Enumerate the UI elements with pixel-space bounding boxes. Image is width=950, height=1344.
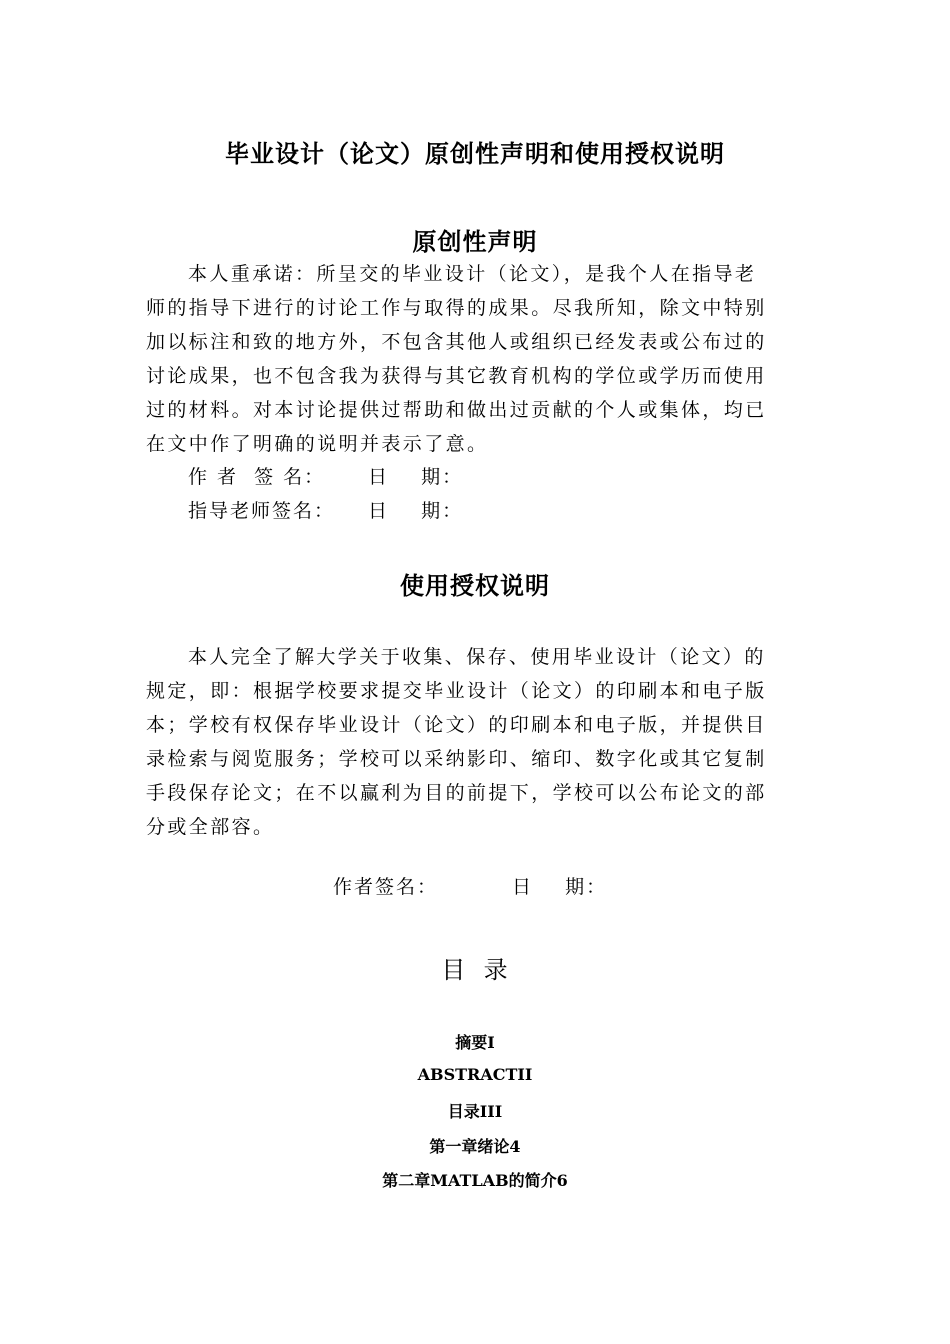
originality-paragraph — [146, 257, 806, 461]
toc-item[interactable]: 第二章MATLAB的简介6 — [382, 1171, 568, 1190]
paragraph-line: 本人重承诺：所呈交的毕业设计（论文），是我个人在指导老 — [188, 263, 757, 285]
paragraph-line: 分或全部容。 — [146, 816, 275, 838]
paragraph-line: 本；学校有权保存毕业设计（论文）的印刷本和电子版，并提供目 — [146, 714, 767, 736]
advisor-signature-label: 指导老师签名： — [188, 500, 336, 522]
paragraph-line: 规定，即：根据学校要求提交毕业设计（论文）的印刷本和电子版 — [146, 680, 767, 702]
paragraph-line: 讨论成果，也不包含我为获得与其它教育机构的学位或学历而使用 — [146, 365, 767, 387]
authorization-paragraph — [146, 640, 806, 844]
paragraph-line: 师的指导下进行的讨论工作与取得的成果。尽我所知，除文中特别 — [146, 297, 767, 319]
paragraph-line: 过的材料。对本讨论提供过帮助和做出过贡献的个人或集体，均已 — [146, 399, 767, 421]
toc-item[interactable]: 摘要I — [455, 1033, 495, 1052]
advisor-date-label: 日 期： — [368, 500, 464, 522]
document-title: 毕业设计（论文）原创性声明和使用授权说明 — [225, 139, 725, 168]
author-signature-label: 作 者 签 名： — [188, 466, 326, 488]
authorization-signature-label: 作者签名： — [333, 876, 439, 898]
toc-item[interactable]: 目录III — [447, 1102, 503, 1121]
paragraph-line: 本人完全了解大学关于收集、保存、使用毕业设计（论文）的 — [188, 646, 766, 668]
toc-item[interactable]: ABSTRACTII — [417, 1065, 533, 1084]
paragraph-line: 加以标注和致的地方外，不包含其他人或组织已经发表或公布过的 — [146, 331, 767, 353]
toc-item[interactable]: 第一章绪论4 — [429, 1137, 521, 1156]
paragraph-line: 手段保存论文；在不以赢利为目的前提下，学校可以公布论文的部 — [146, 782, 767, 804]
paragraph-line: 录检索与阅览服务；学校可以采纳影印、缩印、数字化或其它复制 — [146, 748, 767, 770]
paragraph-line: 在文中作了明确的说明并表示了意。 — [146, 433, 489, 455]
author-date-label: 日 期： — [368, 466, 464, 488]
authorization-heading: 使用授权说明 — [400, 571, 550, 600]
originality-heading: 原创性声明 — [412, 227, 538, 256]
toc-heading: 目 录 — [441, 956, 509, 984]
authorization-date-label: 日 期： — [512, 876, 608, 898]
